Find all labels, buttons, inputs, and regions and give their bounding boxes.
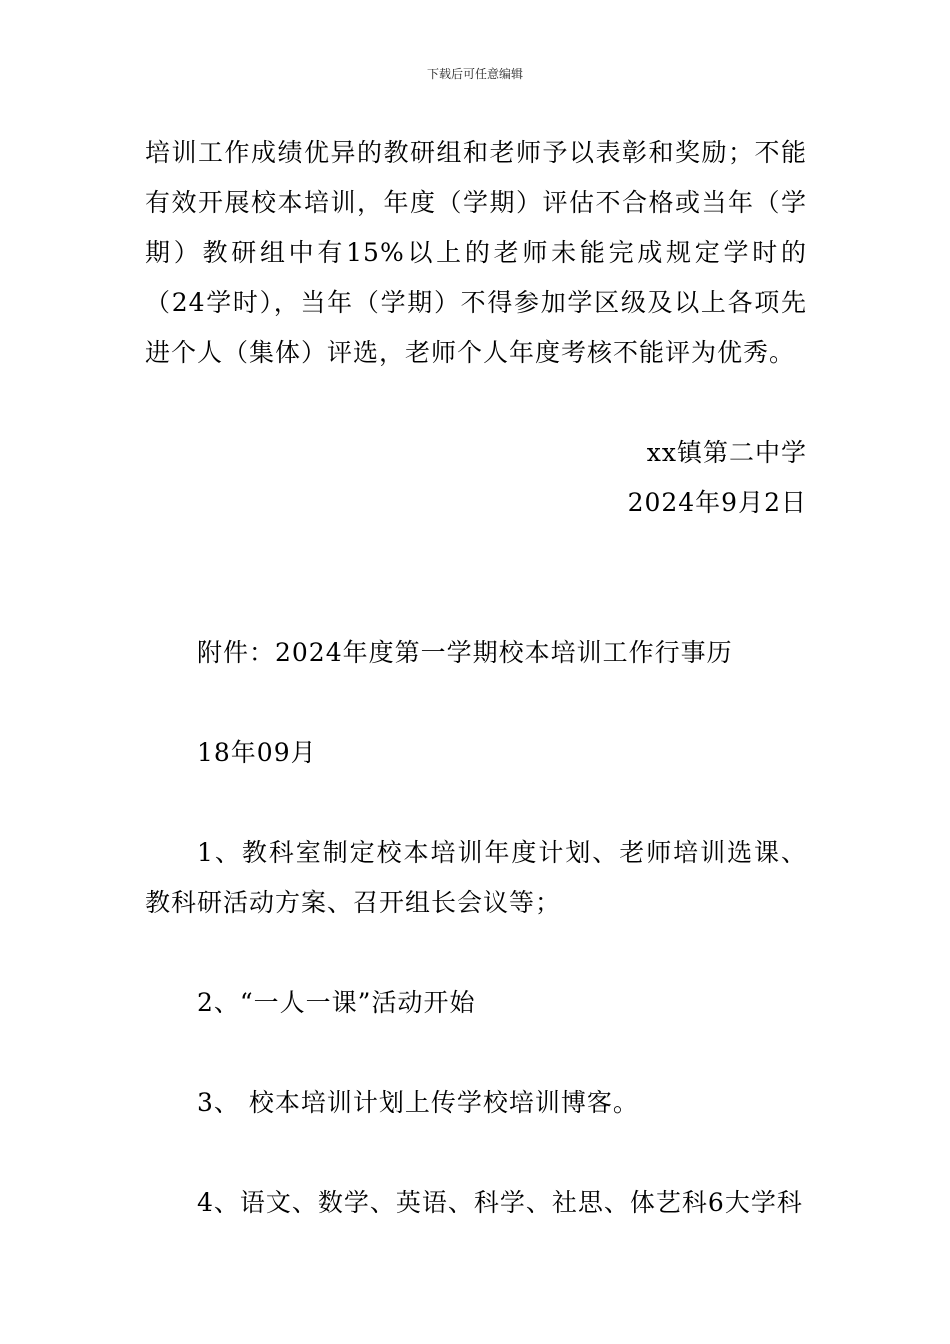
list-item: 3、 校本培训计划上传学校培训博客。	[197, 1088, 639, 1117]
month-heading: 18年09月	[197, 738, 317, 767]
body-paragraph: 培训工作成绩优异的教研组和老师予以表彰和奖励；不能有效开展校本培训，年度（学期）评估不合格或当年（学期）教研组中有15%以上的老师未能完成规定学时的（24学时），当年（学期）不得参加学区级及以上各项先进个人（集体）评选，老师个人年度考核不能评为优秀。	[145, 138, 807, 367]
document-body	[145, 128, 807, 1228]
signature-organization: xx镇第二中学	[646, 438, 807, 467]
signature-date: 2024年9月2日	[627, 488, 807, 517]
list-item: 4、语文、数学、英语、科学、社思、体艺科6大学科	[197, 1188, 803, 1217]
list-item: 1、教科室制定校本培训年度计划、老师培训选课、教科研活动方案、召开组长会议等；	[145, 838, 807, 917]
page-header: 下载后可任意编辑	[426, 67, 523, 81]
spacer	[145, 778, 807, 828]
list-item: 2、“一人一课”活动开始	[197, 988, 476, 1017]
spacer	[145, 528, 807, 628]
spacer	[145, 1128, 807, 1178]
spacer	[145, 378, 807, 428]
spacer	[145, 1028, 807, 1078]
spacer	[145, 678, 807, 728]
spacer	[145, 928, 807, 978]
attachment-title: 附件：2024年度第一学期校本培训工作行事历	[197, 638, 733, 667]
